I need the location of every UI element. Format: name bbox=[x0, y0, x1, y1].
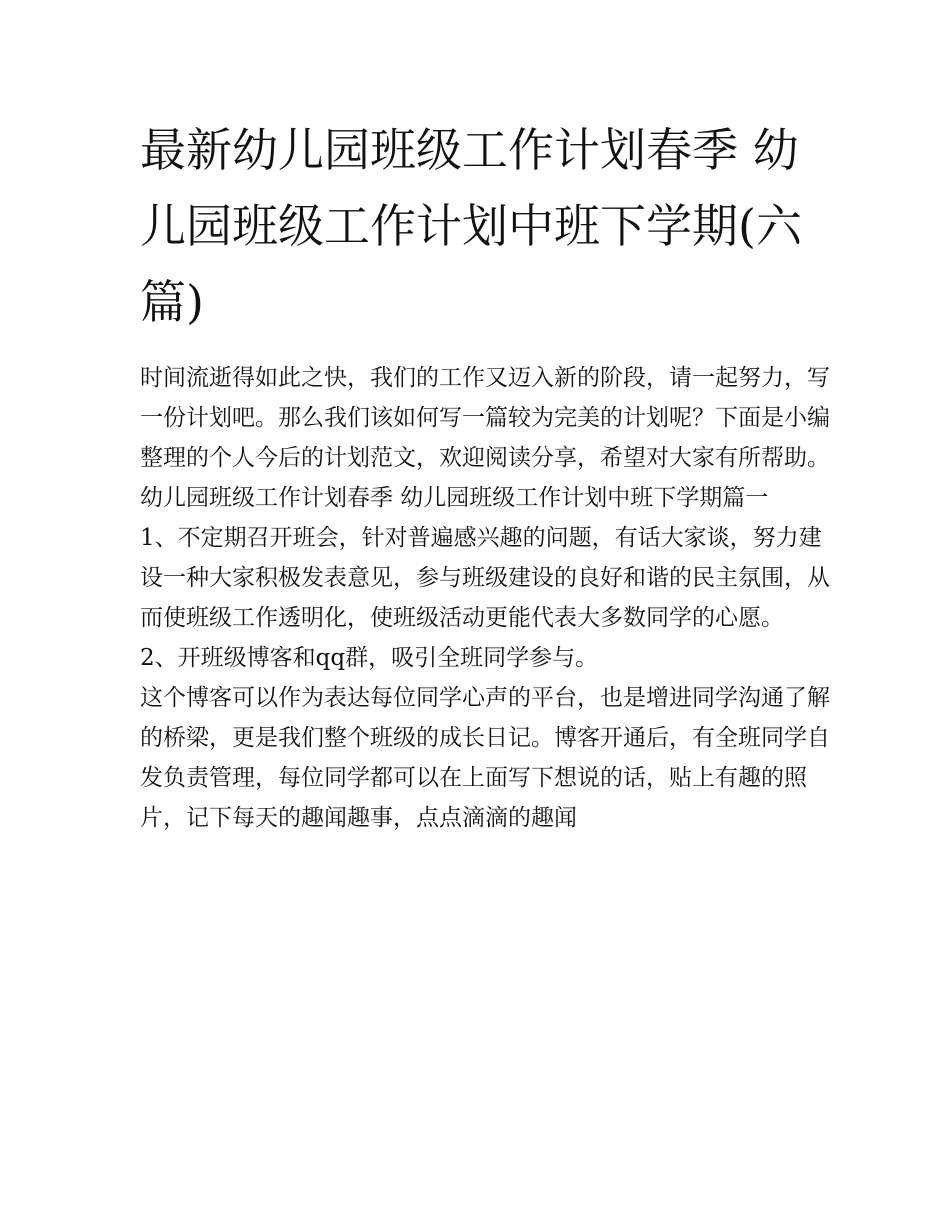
document-title: 最新幼儿园班级工作计划春季 幼儿园班级工作计划中班下学期(六篇) bbox=[140, 123, 802, 329]
item-2-paragraph: 2、开班级博客和qq群，吸引全班同学参与。 bbox=[140, 645, 599, 671]
section-heading: 幼儿园班级工作计划春季 幼儿园班级工作计划中班下学期篇一 bbox=[140, 485, 769, 511]
blog-paragraph: 这个博客可以作为表达每位同学心声的平台，也是增进同学沟通了解的桥梁，更是我们整个班级的成长日记。博客开通后，有全班同学自发负责管理，每位同学都可以在上面写下想说的话，贴上有趣的照片，记下每天的趣闻趣事，点点滴滴的趣闻 bbox=[140, 685, 830, 831]
document-body bbox=[140, 358, 830, 838]
intro-paragraph: 时间流逝得如此之快，我们的工作又迈入新的阶段，请一起努力，写一份计划吧。那么我们该如何写一篇较为完美的计划呢？下面是小编整理的个人今后的计划范文，欢迎阅读分享，希望对大家有所帮助。 bbox=[140, 365, 830, 471]
item-1-paragraph: 1、不定期召开班会，针对普遍感兴趣的问题，有话大家谈，努力建设一种大家积极发表意见，参与班级建设的良好和谐的民主氛围，从而使班级工作透明化，使班级活动更能代表大多数同学的心愿。 bbox=[140, 525, 830, 631]
